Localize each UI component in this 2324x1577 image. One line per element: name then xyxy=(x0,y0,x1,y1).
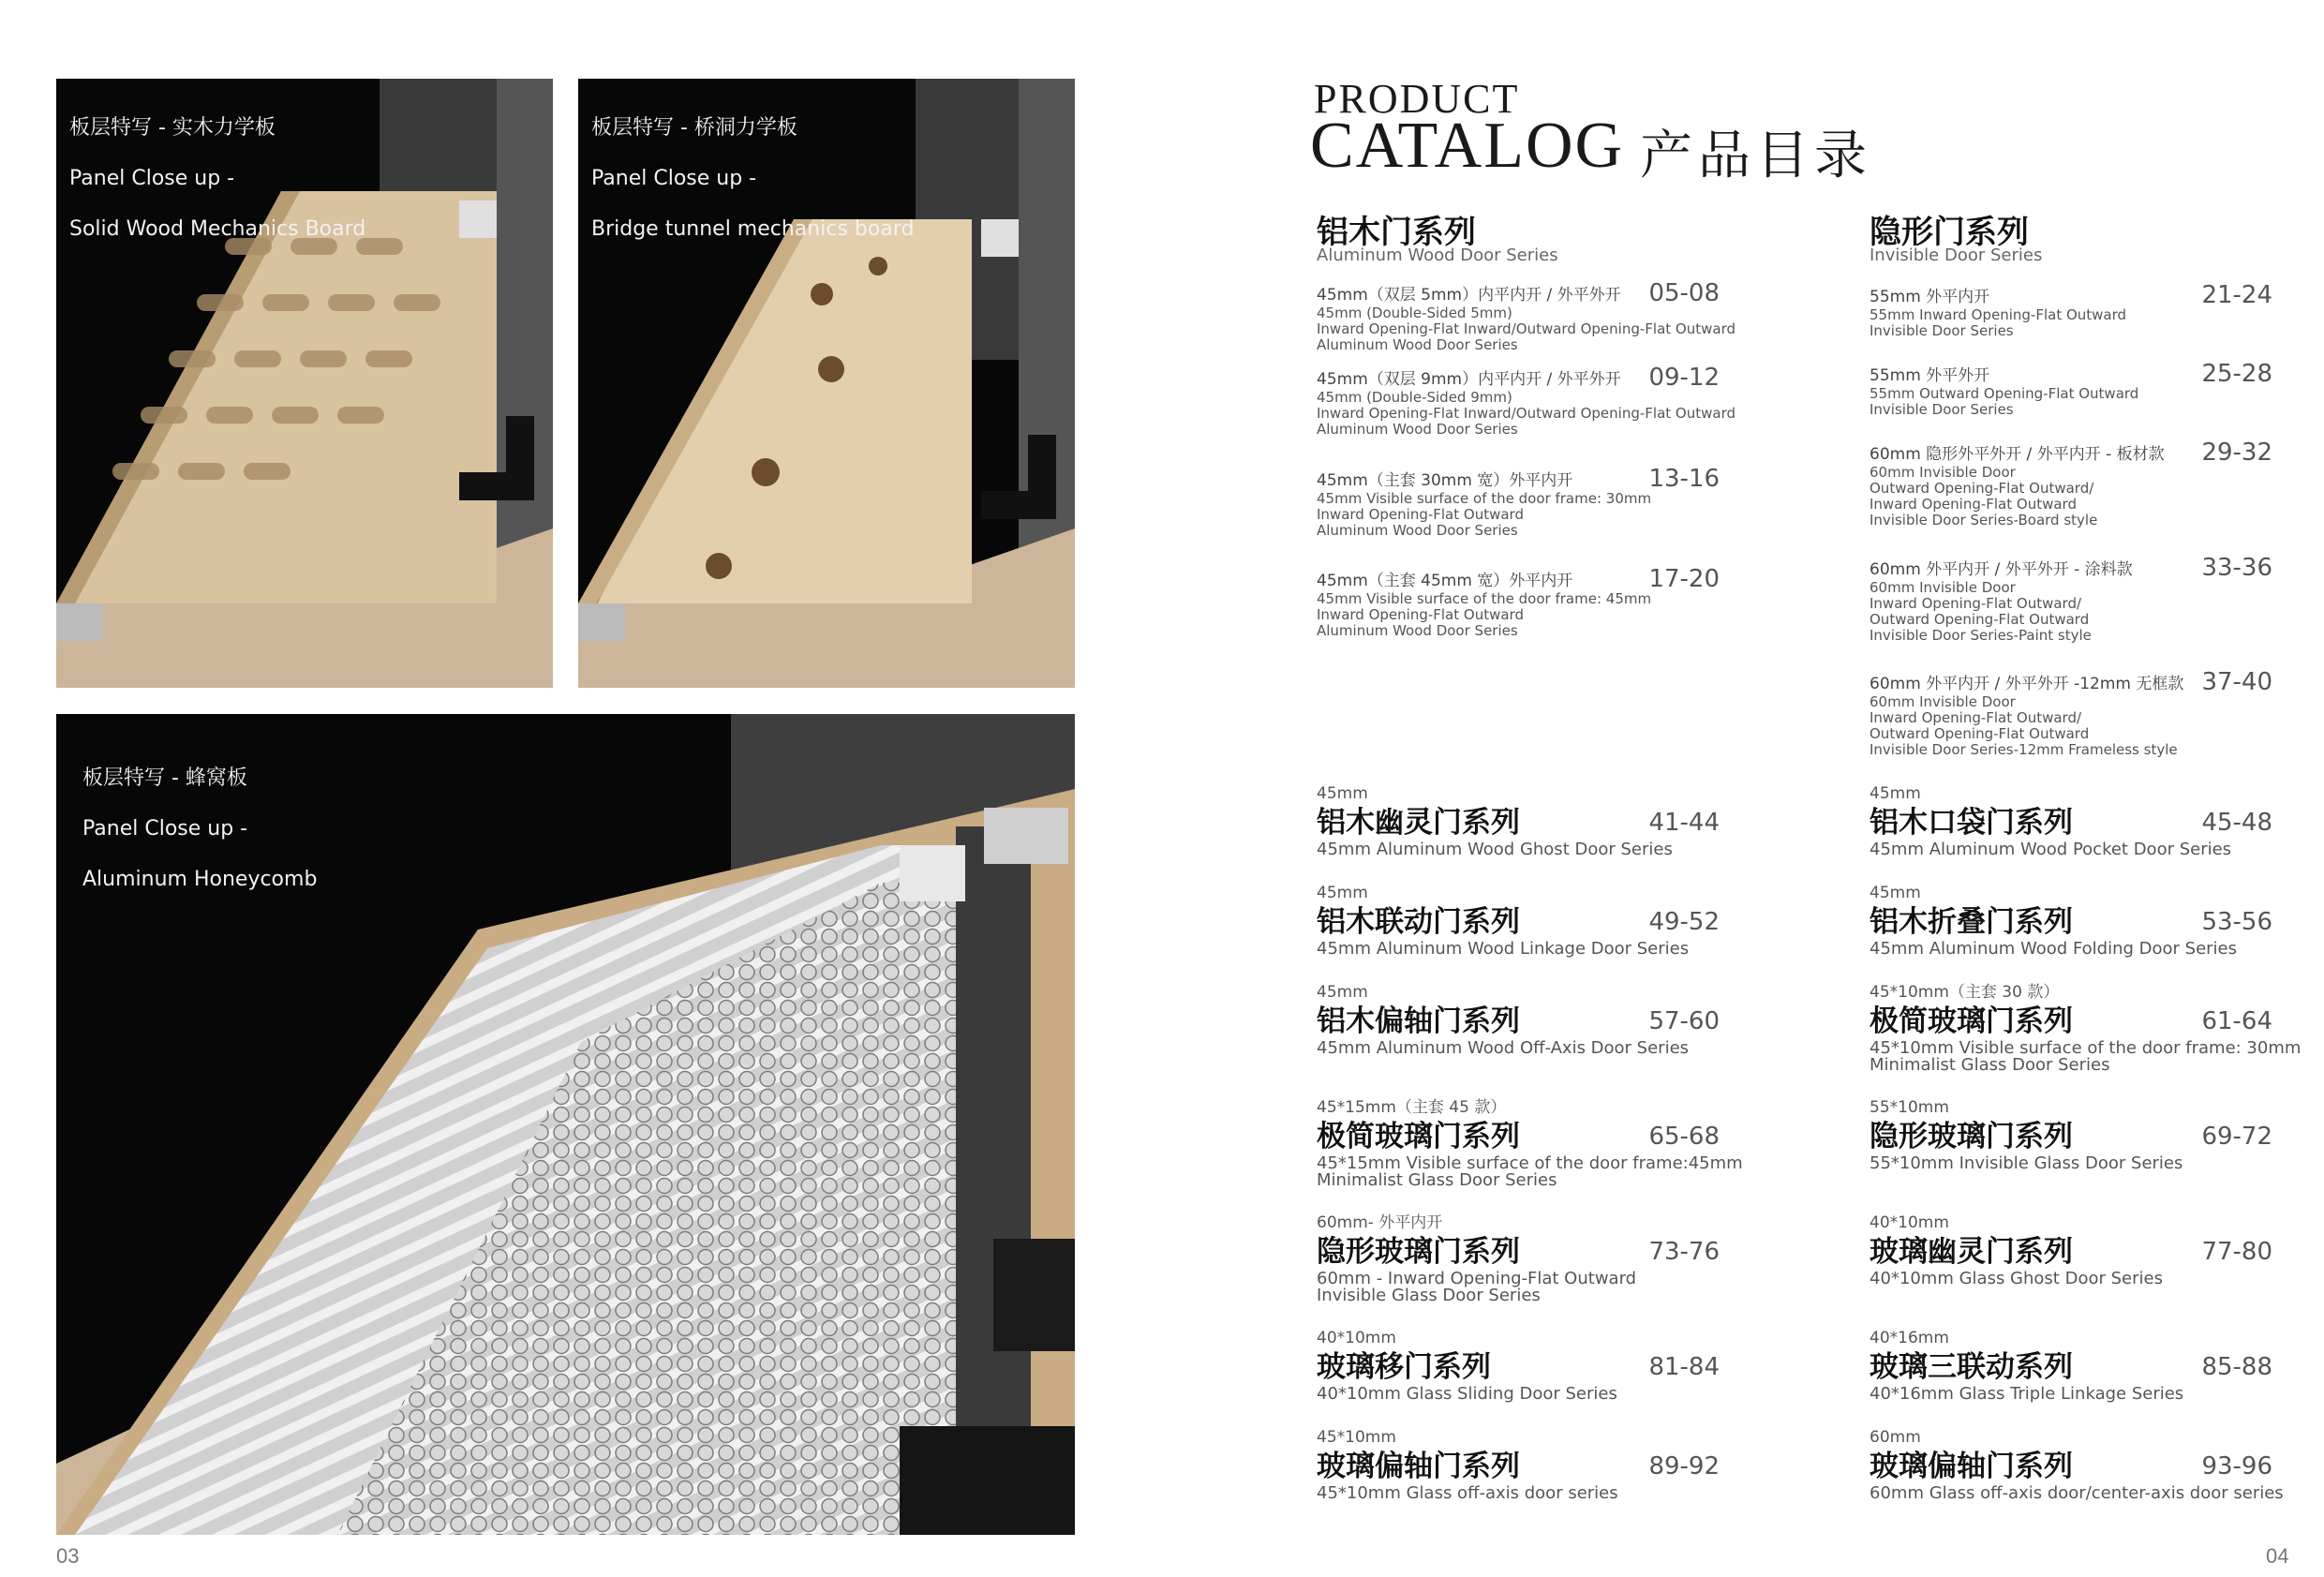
series-title: 玻璃三联动系列 xyxy=(1870,1350,2073,1384)
entry-page-range: 25-28 xyxy=(2201,360,2272,388)
series-title: 铝木口袋门系列 xyxy=(1870,806,2073,840)
series-title: 玻璃幽灵门系列 xyxy=(1870,1235,2073,1269)
entry-line: Inward Opening-Flat Outward xyxy=(1870,496,2077,513)
entry-line: Aluminum Wood Door Series xyxy=(1317,622,1518,639)
series-spec: 40*10mm xyxy=(1317,1329,1396,1347)
series-desc: 55*10mm Invisible Glass Door Series xyxy=(1870,1153,2183,1173)
entry-heading: 60mm 外平内开 / 外平外开 -12mm 无框款 xyxy=(1870,675,2184,693)
catalog-entry xyxy=(1317,279,1736,353)
series-desc: 40*10mm Glass Ghost Door Series xyxy=(1870,1269,2163,1288)
series-block xyxy=(1317,1213,1720,1304)
series-block xyxy=(1870,1328,2272,1403)
aluminum-wood-series-title: 铝木门系列 xyxy=(1317,214,1476,251)
series-title: 玻璃移门系列 xyxy=(1317,1350,1491,1384)
series-spec: 45*10mm xyxy=(1317,1428,1396,1447)
entry-line: Invisible Door Series-12mm Frameless style xyxy=(1870,741,2178,758)
series-desc: 60mm - Inward Opening-Flat Outward xyxy=(1317,1269,1637,1288)
series-spec: 45mm xyxy=(1870,884,1921,902)
entry-heading: 45mm（双层 5mm）内平内开 / 外平外开 xyxy=(1317,286,1621,305)
series-page-range: 73-76 xyxy=(1648,1238,1720,1266)
series-spec: 45*15mm（主套 45 款） xyxy=(1317,1098,1507,1117)
series-block xyxy=(1870,1427,2284,1503)
entry-line: Invisible Door Series-Board style xyxy=(1870,512,2098,528)
series-page-range: 53-56 xyxy=(2201,908,2272,936)
catalog-entry xyxy=(1317,565,1720,639)
entry-heading: 55mm 外平内开 xyxy=(1870,288,1990,306)
entry-line: Aluminum Wood Door Series xyxy=(1317,336,1518,353)
entry-page-range: 09-12 xyxy=(1648,364,1720,392)
photo-caption-bridge-tunnel xyxy=(591,90,914,267)
entry-line: 45mm Visible surface of the door frame: 45mm xyxy=(1317,590,1652,607)
series-page-range: 45-48 xyxy=(2201,809,2272,837)
entry-line: Invisible Door Series xyxy=(1870,401,2014,418)
series-block xyxy=(1317,1427,1720,1502)
series-block xyxy=(1317,982,1720,1057)
catalog-heading-product: PRODUCT xyxy=(1314,76,1520,122)
entry-page-range: 13-16 xyxy=(1648,465,1720,493)
entry-line: Aluminum Wood Door Series xyxy=(1317,421,1518,438)
series-block xyxy=(1317,783,1720,858)
series-title: 玻璃偏轴门系列 xyxy=(1317,1450,1520,1483)
entry-line: Inward Opening-Flat Outward/ xyxy=(1870,709,2082,726)
entry-line: Outward Opening-Flat Outward xyxy=(1870,611,2090,628)
entry-page-range: 17-20 xyxy=(1648,565,1720,593)
series-spec: 55*10mm xyxy=(1870,1098,1949,1117)
entry-heading: 45mm（双层 9mm）内平内开 / 外平外开 xyxy=(1317,370,1621,389)
caption-en-1: Panel Close up - xyxy=(82,817,248,841)
series-title: 铝木幽灵门系列 xyxy=(1317,806,1520,840)
photo-caption-solid-wood xyxy=(69,90,365,267)
entry-page-range: 33-36 xyxy=(2201,554,2272,582)
series-desc: 45mm Aluminum Wood Pocket Door Series xyxy=(1870,840,2232,859)
series-page-range: 65-68 xyxy=(1648,1123,1720,1151)
series-desc: 45mm Aluminum Wood Folding Door Series xyxy=(1870,939,2238,959)
caption-cn: 板层特写 - 桥洞力学板 xyxy=(591,116,797,140)
caption-en-1: Panel Close up - xyxy=(591,167,757,190)
photo-caption-honeycomb xyxy=(82,740,317,917)
catalog-entry xyxy=(1870,360,2272,418)
series-block xyxy=(1870,783,2272,858)
series-spec: 45mm xyxy=(1317,884,1368,902)
entry-line: Invisible Door Series xyxy=(1870,322,2014,339)
entry-line: Inward Opening-Flat Inward/Outward Opening-Flat Outward xyxy=(1317,405,1736,422)
series-page-range: 69-72 xyxy=(2201,1123,2272,1151)
entry-heading: 60mm 隐形外平外开 / 外平内开 - 板材款 xyxy=(1870,445,2165,464)
series-desc: 45*10mm Glass off-axis door series xyxy=(1317,1483,1618,1503)
series-block xyxy=(1870,883,2272,958)
series-title: 铝木偏轴门系列 xyxy=(1317,1004,1520,1038)
invisible-series-subtitle: Invisible Door Series xyxy=(1870,245,2043,265)
series-block xyxy=(1870,1097,2272,1172)
series-desc: Minimalist Glass Door Series xyxy=(1870,1055,2110,1075)
entry-page-range: 21-24 xyxy=(2201,281,2272,309)
series-title: 极简玻璃门系列 xyxy=(1317,1120,1520,1153)
series-page-range: 85-88 xyxy=(2201,1353,2272,1381)
caption-en-2: Solid Wood Mechanics Board xyxy=(69,217,366,241)
series-title: 铝木折叠门系列 xyxy=(1870,905,2073,939)
series-desc: 40*16mm Glass Triple Linkage Series xyxy=(1870,1384,2184,1404)
series-spec: 60mm- 外平内开 xyxy=(1317,1213,1443,1232)
series-desc: 60mm Glass off-axis door/center-axis door series xyxy=(1870,1483,2284,1503)
series-spec: 45mm xyxy=(1317,983,1368,1002)
catalog-entry xyxy=(1870,554,2272,644)
caption-cn: 板层特写 - 实木力学板 xyxy=(69,116,276,140)
entry-heading: 45mm（主套 30mm 宽）外平内开 xyxy=(1317,471,1573,490)
series-spec: 60mm xyxy=(1870,1428,1921,1447)
catalog-entry xyxy=(1317,364,1736,438)
series-block xyxy=(1870,982,2302,1075)
series-page-range: 77-80 xyxy=(2201,1238,2272,1266)
series-page-range: 93-96 xyxy=(2201,1452,2272,1480)
entry-heading: 45mm（主套 45mm 宽）外平内开 xyxy=(1317,572,1573,590)
catalog-heading-cn: 产品目录 xyxy=(1640,126,1872,186)
aluminum-wood-series-subtitle: Aluminum Wood Door Series xyxy=(1317,245,1558,265)
series-block xyxy=(1317,1097,1743,1190)
catalog-entry xyxy=(1870,668,2272,758)
entry-line: Invisible Door Series-Paint style xyxy=(1870,627,2092,644)
entry-heading: 55mm 外平外开 xyxy=(1870,366,1990,385)
series-page-range: 49-52 xyxy=(1648,908,1720,936)
series-page-range: 57-60 xyxy=(1648,1007,1720,1035)
entry-line: Aluminum Wood Door Series xyxy=(1317,522,1518,539)
entry-page-range: 05-08 xyxy=(1648,279,1720,307)
catalog-entry xyxy=(1870,281,2272,339)
invisible-series-title: 隐形门系列 xyxy=(1870,214,2029,251)
series-title: 极简玻璃门系列 xyxy=(1870,1004,2073,1038)
series-title: 隐形玻璃门系列 xyxy=(1317,1235,1520,1269)
series-desc: Minimalist Glass Door Series xyxy=(1317,1170,1557,1190)
series-block xyxy=(1317,883,1720,958)
caption-en-2: Aluminum Honeycomb xyxy=(82,868,318,891)
series-spec: 45mm xyxy=(1870,784,1921,803)
series-spec: 40*16mm xyxy=(1870,1329,1949,1347)
entry-line: 60mm Invisible Door xyxy=(1870,693,2016,710)
entry-line: 55mm Outward Opening-Flat Outward xyxy=(1870,385,2139,402)
catalog-heading-catalog: CATALOG xyxy=(1310,110,1625,182)
series-spec: 40*10mm xyxy=(1870,1213,1949,1232)
series-page-range: 41-44 xyxy=(1648,809,1720,837)
series-desc: 45*15mm Visible surface of the door frame:45mm xyxy=(1317,1153,1743,1173)
entry-line: 45mm Visible surface of the door frame: 30mm xyxy=(1317,490,1652,507)
photo-solid-wood-board xyxy=(56,79,553,688)
entry-line: 45mm (Double-Sided 5mm) xyxy=(1317,305,1512,321)
entry-line: Inward Opening-Flat Inward/Outward Opening-Flat Outward xyxy=(1317,320,1736,337)
series-title: 铝木联动门系列 xyxy=(1317,905,1520,939)
caption-en-2: Bridge tunnel mechanics board xyxy=(591,217,915,241)
photo-aluminum-honeycomb xyxy=(56,714,1075,1535)
entry-line: 60mm Invisible Door xyxy=(1870,464,2016,481)
series-desc: 45mm Aluminum Wood Ghost Door Series xyxy=(1317,840,1673,859)
entry-line: Inward Opening-Flat Outward/ xyxy=(1870,595,2082,612)
entry-page-range: 37-40 xyxy=(2201,668,2272,696)
photo-bridge-tunnel-board xyxy=(578,79,1075,688)
series-spec: 45mm xyxy=(1317,784,1368,803)
catalog-entry xyxy=(1317,465,1720,539)
entry-heading: 60mm 外平内开 / 外平外开 - 涂料款 xyxy=(1870,560,2133,579)
entry-line: 55mm Inward Opening-Flat Outward xyxy=(1870,306,2127,323)
series-page-range: 81-84 xyxy=(1648,1353,1720,1381)
entry-line: Inward Opening-Flat Outward xyxy=(1317,606,1524,623)
page-number-left: 03 xyxy=(56,1544,80,1568)
page-number-right: 04 xyxy=(2266,1544,2289,1568)
series-title: 玻璃偏轴门系列 xyxy=(1870,1450,2073,1483)
entry-line: Inward Opening-Flat Outward xyxy=(1317,506,1524,523)
caption-cn: 板层特写 - 蜂窝板 xyxy=(82,766,247,790)
series-block xyxy=(1317,1328,1720,1403)
series-desc: 45mm Aluminum Wood Linkage Door Series xyxy=(1317,939,1690,959)
entry-line: Outward Opening-Flat Outward/ xyxy=(1870,480,2094,497)
series-desc: 40*10mm Glass Sliding Door Series xyxy=(1317,1384,1617,1404)
caption-en-1: Panel Close up - xyxy=(69,167,235,190)
series-block xyxy=(1870,1213,2272,1287)
series-page-range: 61-64 xyxy=(2201,1007,2272,1035)
series-desc: 45*10mm Visible surface of the door frame: 30mm xyxy=(1870,1038,2302,1058)
entry-line: 60mm Invisible Door xyxy=(1870,579,2016,596)
entry-page-range: 29-32 xyxy=(2201,439,2272,467)
catalog-entry xyxy=(1870,439,2272,528)
entry-line: Outward Opening-Flat Outward xyxy=(1870,725,2090,742)
series-spec: 45*10mm（主套 30 款） xyxy=(1870,983,2060,1002)
series-page-range: 89-92 xyxy=(1648,1452,1720,1480)
series-desc: Invisible Glass Door Series xyxy=(1317,1286,1541,1305)
series-title: 隐形玻璃门系列 xyxy=(1870,1120,2073,1153)
entry-line: 45mm (Double-Sided 9mm) xyxy=(1317,389,1512,406)
series-desc: 45mm Aluminum Wood Off-Axis Door Series xyxy=(1317,1038,1690,1058)
